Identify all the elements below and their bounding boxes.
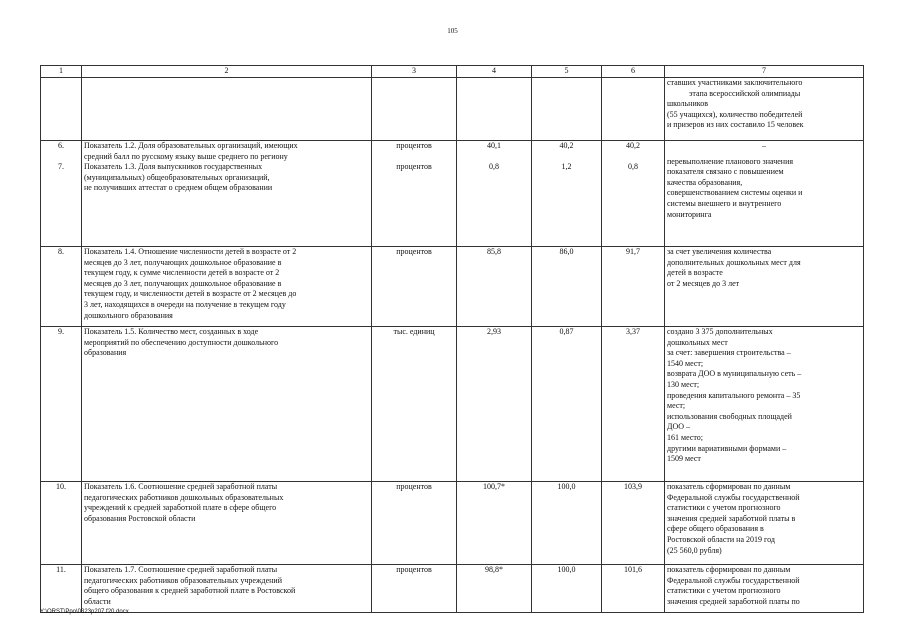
note-line: за счет: завершения строительства – <box>667 348 791 358</box>
value-cell <box>457 141 532 247</box>
note-line: показатель сформирован по данным <box>667 565 791 574</box>
unit: процентов <box>372 247 457 327</box>
indicator-cell <box>82 482 372 565</box>
column-header: 2 <box>82 66 372 78</box>
value: 91,7 <box>602 247 665 327</box>
indicator-line: педагогических работников дошкольных образовательных <box>84 492 284 502</box>
table-row <box>41 327 864 482</box>
indicator-line: 3 лет, находящихся в очереди на получение в текущем году <box>84 299 286 309</box>
note-line: ставших участниками заключительного <box>667 78 803 87</box>
note-line: дополнительных дошкольных мест для <box>667 257 801 267</box>
note-line: значения средней заработной платы по <box>667 596 800 606</box>
value: 100,0 <box>532 565 602 613</box>
note-line: 1540 мест; <box>667 358 704 368</box>
indicator-cell <box>82 327 372 482</box>
note-cell <box>665 565 864 613</box>
value: 0,87 <box>532 327 602 482</box>
value: 98,8* <box>457 565 532 613</box>
note-line: создано 3 375 дополнительных <box>667 327 773 336</box>
unit: процентов <box>372 482 457 565</box>
note-line: использования свободных площадей <box>667 411 792 421</box>
indicator-cell <box>82 247 372 327</box>
indicator-line: Показатель 1.2. Доля образовательных организаций, имеющих <box>84 141 298 150</box>
note-cell <box>665 327 864 482</box>
row-number: 10. <box>41 482 82 565</box>
note-line: статистики с учетом прогнозного <box>667 586 781 596</box>
unit-cell <box>372 141 457 247</box>
value: 2,93 <box>457 327 532 482</box>
note-line: показателя связано с повышением <box>667 167 784 177</box>
row-number: 7. <box>58 161 64 171</box>
indicator-line: (муниципальных) общеобразовательных организаций, <box>84 172 270 182</box>
note-line: совершенствованием системы оценки и <box>667 188 803 198</box>
note-line: этапа всероссийской олимпиады <box>689 88 801 98</box>
row-number: 9. <box>41 327 82 482</box>
indicator-line: текущем году, и численности детей в возрасте от 2 месяцев до <box>84 289 297 299</box>
indicator-line: области <box>84 596 111 606</box>
note-line: 161 место; <box>667 432 703 442</box>
indicator-line: Показатель 1.3. Доля выпускников государственных <box>84 162 263 172</box>
indicator-line: месяцев до 3 лет, получающих дошкольное образование в <box>84 257 282 267</box>
value: 86,0 <box>532 247 602 327</box>
note-cell <box>665 482 864 565</box>
note-line: Ростовской области на 2019 год <box>667 534 775 544</box>
file-path-footer: Y:\ORST\Ppo\0323p207.f20.docx <box>40 609 129 615</box>
note-line: статистики с учетом прогнозного <box>667 503 781 513</box>
value: 0,8 <box>628 161 638 171</box>
note-line: детей в возрасте <box>667 268 723 278</box>
indicator-line: Показатель 1.7. Соотношение средней заработной платы <box>84 565 278 574</box>
row-number: 11. <box>41 565 82 613</box>
note-line: показатель сформирован по данным <box>667 482 791 491</box>
indicator-line: общего образования к средней заработной плате в Ростовской <box>84 586 296 596</box>
note-line: ДОО – <box>667 422 691 432</box>
value-cell <box>532 141 602 247</box>
value: 40,1 <box>487 141 501 150</box>
indicator-line: учреждений к средней заработной плате в сфере общего <box>84 503 277 513</box>
note-line: от 2 месяцев до 3 лет <box>667 278 740 288</box>
value: 40,2 <box>559 141 574 150</box>
note-line: возврата ДОО в муниципальную сеть – <box>667 369 802 379</box>
value: 103,9 <box>602 482 665 565</box>
value: 100,0 <box>532 482 602 565</box>
indicator-line: мероприятий по обеспечению доступности дошкольного <box>84 337 279 347</box>
value: 101,6 <box>602 565 665 613</box>
value: 0,8 <box>489 161 499 171</box>
unit: процентов <box>396 141 432 150</box>
note-line: значения средней заработной платы в <box>667 513 796 523</box>
indicator-line: не получивших аттестат о среднем общем образовании <box>84 183 273 193</box>
value: 100,7* <box>457 482 532 565</box>
note-cell <box>665 141 864 247</box>
continuation-row <box>41 78 864 141</box>
indicator-line: текущем году, к сумме численности детей в возрасте от 2 <box>84 268 280 278</box>
note-line: другими вариативными формами – <box>667 443 787 453</box>
column-header: 4 <box>457 66 532 78</box>
value: 85,8 <box>457 247 532 327</box>
column-header: 5 <box>532 66 602 78</box>
report-table <box>40 65 864 613</box>
value: 40,2 <box>626 141 640 150</box>
note-line: перевыполнение планового значения <box>667 156 794 166</box>
row-number-cell <box>41 141 82 247</box>
note-line: (25 560,0 рубля) <box>667 545 722 555</box>
note-line: качества образования, <box>667 177 743 187</box>
note-line: 1509 мест <box>667 454 701 464</box>
indicator-line: дошкольного образования <box>84 310 173 320</box>
indicator-line: средний балл по русскому языку выше среднего по региону <box>84 151 288 161</box>
indicator-cell <box>82 141 372 247</box>
note-line: 130 мест; <box>667 379 700 389</box>
note-line: дошкольных мест <box>667 337 728 347</box>
column-header: 1 <box>41 66 82 78</box>
column-header: 6 <box>602 66 665 78</box>
value-cell <box>602 141 665 247</box>
note-line: сфере общего образования в <box>667 524 764 534</box>
column-header: 3 <box>372 66 457 78</box>
note-line: Федеральной службы государственной <box>667 575 800 585</box>
table-row <box>41 141 864 247</box>
note-line: проведения капитального ремонта – 35 <box>667 390 801 400</box>
note-line: и призеров из них составило 15 человек <box>667 120 804 130</box>
indicator-line: педагогических работников образовательных учреждений <box>84 575 282 585</box>
note-line: за счет увеличения количества <box>667 247 772 256</box>
indicator-line: месяцев до 3 лет, получающих дошкольное образование в <box>84 278 282 288</box>
table-row <box>41 565 864 613</box>
indicator-line: Показатель 1.6. Соотношение средней заработной платы <box>84 482 278 491</box>
unit: процентов <box>396 161 432 171</box>
note-line: школьников <box>667 99 708 109</box>
indicator-cell <box>82 565 372 613</box>
value: 1,2 <box>561 161 572 171</box>
indicator-line: Показатель 1.4. Отношение численности детей в возрасте от 2 <box>84 247 297 256</box>
indicator-line: образования Ростовской области <box>84 513 196 523</box>
table-row <box>41 482 864 565</box>
value: 3,37 <box>602 327 665 482</box>
note-line: мест; <box>667 401 686 411</box>
indicator-line: образования <box>84 348 127 358</box>
table-header-row <box>41 66 864 78</box>
unit: тыс. единиц <box>372 327 457 482</box>
note-line: Федеральной службы государственной <box>667 492 800 502</box>
table-row <box>41 247 864 327</box>
note-line: мониторинга <box>667 209 712 219</box>
note-line: системы внешнего и внутреннего <box>667 198 782 208</box>
unit: процентов <box>372 565 457 613</box>
note-line: – <box>762 141 766 150</box>
note-cell <box>665 247 864 327</box>
row-number: 8. <box>41 247 82 327</box>
page-number: 105 <box>447 27 458 35</box>
note-line: (55 учащихся), количество победителей <box>667 109 803 119</box>
indicator-line: Показатель 1.5. Количество мест, созданных в ходе <box>84 327 259 336</box>
column-header: 7 <box>665 66 864 78</box>
row-number: 6. <box>58 141 64 150</box>
continuation-note <box>665 78 864 141</box>
